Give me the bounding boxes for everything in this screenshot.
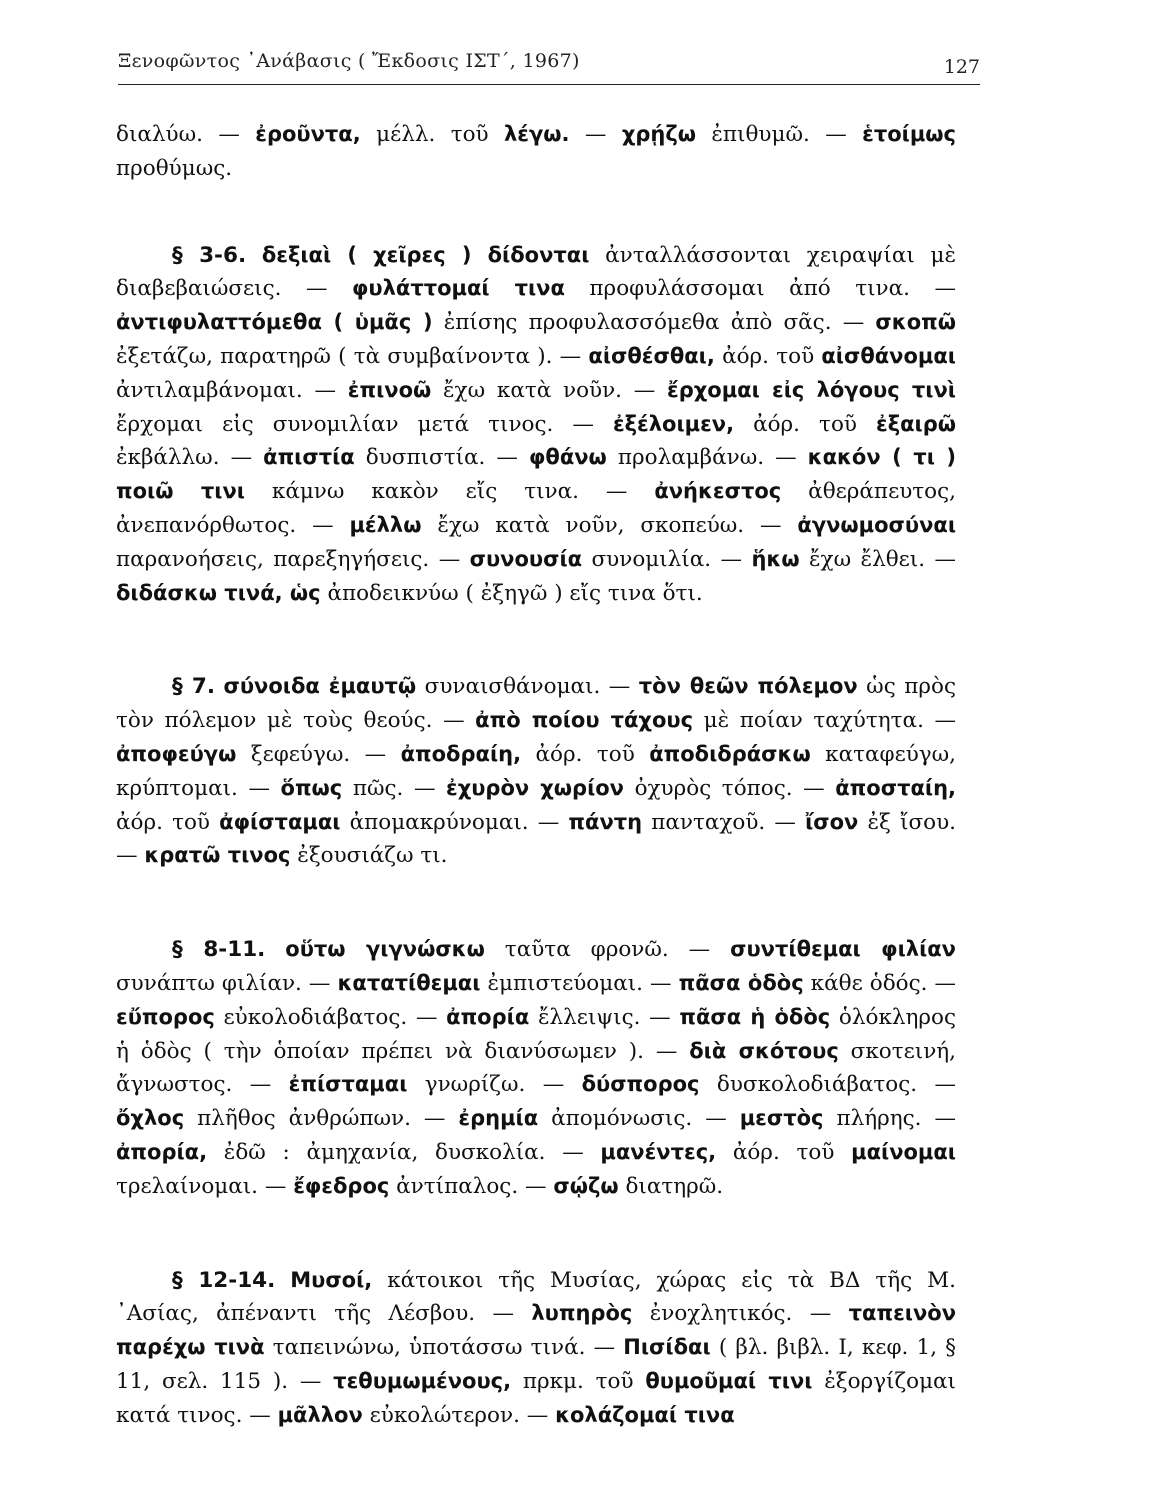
headword: ἔρχομαι εἰς λόγους τινὶ <box>667 377 956 402</box>
section-paragraph <box>116 239 956 611</box>
headword: Μυσοί, <box>290 1267 373 1292</box>
definition: πλήρης. — <box>823 1106 956 1132</box>
definition: ἔχω ἔλθει. — <box>799 546 956 572</box>
definition: τρελαίνομαι. — <box>116 1173 294 1199</box>
headword: ἐπίσταμαι <box>288 1072 408 1097</box>
definition: δυσκολοδιάβατος. — <box>699 1072 956 1098</box>
definition: ἐπιθυμῶ. — <box>696 122 863 147</box>
headword: ὅπως <box>280 775 343 800</box>
headword: φυλάττομαί τινα <box>352 276 565 301</box>
headword: τεθυμωμένους, <box>333 1368 512 1393</box>
definition: συνάπτω φιλίαν. — <box>116 970 338 996</box>
headword: κατατίθεμαι <box>337 970 481 995</box>
headword: θυμοῦμαί τινι <box>645 1368 813 1393</box>
headword: ἔφεδρος <box>293 1173 390 1198</box>
definition: συνομιλία. — <box>582 546 752 572</box>
definition: ἐκβάλλω. — <box>116 445 264 471</box>
headword: ἀπορία <box>446 1004 530 1029</box>
definition: πανταχοῦ. — <box>642 809 806 835</box>
headword: μανέντες, <box>600 1139 717 1164</box>
headword: διδάσκω τινά, ὡς <box>116 580 321 605</box>
definition: ἀπομακρύνομαι. — <box>340 809 569 835</box>
definition: πρκμ. τοῦ <box>511 1368 646 1394</box>
headword: εὔπορος <box>116 1004 215 1029</box>
definition: προφυλάσσομαι ἀπό τινα. — <box>564 276 956 302</box>
definition: προλαμβάνω. — <box>606 445 808 471</box>
definition: ἀποδεικνύω ( ἐξηγῶ ) εἴς τινα ὅτι. <box>320 580 703 606</box>
headword: ἀφίσταμαι <box>219 809 341 834</box>
headword: ἀγνωμοσύναι <box>797 512 957 537</box>
headword: πάντη <box>568 809 643 834</box>
definition: ἀντίπαλος. — <box>389 1173 554 1199</box>
headword: ἀνήκεστος <box>654 479 782 504</box>
headword: ἀπιστία <box>263 445 355 470</box>
headword: μαίνομαι <box>851 1139 956 1164</box>
headword: σῴζω <box>553 1173 619 1198</box>
definition: ταῦτα φρονῶ. — <box>484 937 731 963</box>
definition: γνωρίζω. — <box>407 1072 582 1098</box>
headword: ἥκω <box>751 546 800 571</box>
headword: κρατῶ τινος <box>144 843 291 868</box>
definition: ἀνταλλάσσονται χειραψίαι μὲ διαβεβαιώσεις. — <box>116 242 957 302</box>
definition: πῶς. — <box>342 775 447 801</box>
definition: ἀθεράπευτος, ἀνεπανόρθωτος. — <box>116 479 956 538</box>
headword: συντίθεμαι φιλίαν <box>730 937 956 962</box>
section-paragraph <box>116 1264 956 1433</box>
definition: ὀχυρὸς τόπος. — <box>624 775 836 801</box>
headword: κολάζομαί τινα <box>555 1402 735 1427</box>
definition: ἀόρ. τοῦ <box>734 411 876 437</box>
headword: αἰσθάνομαι <box>821 343 956 368</box>
definition: διατηρῶ. <box>618 1173 724 1199</box>
headword: ἀποσταίη, <box>835 775 957 800</box>
definition: ( βλ. βιβλ. Ι, κεφ. 1, § 11, σελ. 115 ). — <box>116 1335 956 1394</box>
definition: ἐνοχλητικός. — <box>632 1301 849 1327</box>
headword: ὄχλος <box>116 1106 185 1131</box>
headword: μεστὸς <box>739 1106 824 1131</box>
definition: ἐξετάζω, παρατηρῶ ( τὰ συμβαίνοντα ). — <box>116 343 589 369</box>
definition: ἀόρ. τοῦ <box>116 809 220 835</box>
definition: ἀπομόνωσις. — <box>538 1106 740 1132</box>
definition: ἐπίσης προφυλασσόμεθα ἀπὸ σᾶς. — <box>432 310 876 336</box>
definition: ἀόρ. τοῦ <box>521 741 650 767</box>
continued-paragraph <box>116 118 956 186</box>
headword: δύσπορος <box>581 1072 700 1097</box>
definition: ἀόρ. τοῦ <box>714 343 822 369</box>
definition: ἔρχομαι εἰς συνομιλίαν μετά τινος. — <box>116 411 613 437</box>
definition: ταπεινώνω, ὑποτάσσω τινά. — <box>264 1335 624 1361</box>
headword: χρῄζω <box>621 122 696 146</box>
headword: ἀποδιδράσκω <box>649 741 811 766</box>
definition: — <box>569 122 622 147</box>
definition: ἐξ ἴσου. — <box>116 809 956 869</box>
definition: ἀόρ. τοῦ <box>716 1139 852 1165</box>
headword: ἀποδραίη, <box>400 741 522 766</box>
headword: συνουσία <box>469 546 583 571</box>
definition: καταφεύγω, κρύπτομαι. — <box>116 741 956 801</box>
headword: Πισίδαι <box>623 1335 711 1360</box>
definition: ἀντιλαμβάνομαι. — <box>116 377 348 403</box>
definition: ὁλόκληρος ἡ ὁδὸς ( τὴν ὁποίαν πρέπει νὰ διανύσωμεν ). — <box>116 1004 957 1064</box>
definition: μὲ ποίαν ταχύτητα. — <box>693 708 956 734</box>
headword: πᾶσα ὁδὸς <box>678 970 804 995</box>
headword: ἐρημία <box>458 1106 539 1131</box>
headword: σκοπῶ <box>875 310 956 335</box>
definition: συναισθάνομαι. — <box>416 674 639 700</box>
headword: ἐπινοῶ <box>347 377 432 402</box>
headword: ἀπορία, <box>116 1139 208 1164</box>
definition: εὐκολώτερον. — <box>362 1402 556 1428</box>
definition: παρανοήσεις, παρεξηγήσεις. — <box>116 546 470 572</box>
running-header <box>118 44 980 85</box>
headword: κακόν ( τι ) ποιῶ τινι <box>116 445 956 504</box>
definition: κάτοικοι τῆς Μυσίας, χώρας εἰς τὰ ΒΔ τῆς Μ. ᾽Ασίας, ἀπέναντι τῆς Λέσβου. — <box>116 1267 956 1327</box>
headword: ἐχυρὸν χωρίον <box>446 775 624 800</box>
headword: οὕτω γιγνώσκω <box>285 937 485 962</box>
headword: ἀντιφυλαττόμεθα ( ὑμᾶς ) <box>116 310 433 335</box>
definition: εὐκολοδιάβατος. — <box>214 1004 447 1030</box>
headword: ἐξέλοιμεν, <box>612 411 735 436</box>
definition: ἔχω κατὰ νοῦν, σκοπεύω. — <box>421 512 798 538</box>
headword: ταπεινὸν παρέχω τινὰ <box>116 1301 957 1360</box>
section-number: § 8-11. <box>172 937 266 963</box>
definition: κάθε ὁδός. — <box>803 970 956 996</box>
headword: λέγω. <box>504 122 570 146</box>
definition: ξεφεύγω. — <box>236 741 401 767</box>
section-paragraph <box>116 670 956 873</box>
headword: τὸν θεῶν πόλεμον <box>638 674 858 699</box>
definition: ἔλλειψις. — <box>529 1004 680 1030</box>
definition: δυσπιστία. — <box>354 445 529 471</box>
section-paragraph <box>116 933 956 1203</box>
definition: κάμνω κακὸν εἴς τινα. — <box>244 479 655 505</box>
definition: ἔχω κατὰ νοῦν. — <box>431 377 668 403</box>
headword: ἐροῦντα, <box>255 122 361 146</box>
headword: ἴσον <box>805 809 859 834</box>
definition: διαλύω. — <box>116 122 256 147</box>
definition: σκοτεινή, ἄγνωστος. — <box>116 1038 956 1098</box>
headword: δεξιαὶ ( χεῖρες ) δίδονται <box>261 242 590 267</box>
definition: μέλλ. τοῦ <box>360 122 504 147</box>
headword: πᾶσα ἡ ὁδὸς <box>679 1004 831 1029</box>
page-number: 127 <box>943 56 980 78</box>
definition: προθύμως. <box>116 155 233 181</box>
headword: ἀπὸ ποίου τάχους <box>475 708 694 733</box>
headword: αἰσθέσθαι, <box>588 343 715 368</box>
headword: ἑτοίμως <box>862 122 956 146</box>
headword: μέλλω <box>349 512 422 537</box>
headword: φθάνω <box>528 445 607 470</box>
definition: ἐξουσιάζω τι. <box>290 843 448 869</box>
definition: ὡς πρὸς τὸν πόλεμον μὲ τοὺς θεούς. — <box>116 674 956 734</box>
headword: σύνοιδα ἐμαυτῷ <box>223 674 417 699</box>
book-title: Ξενοφῶντος ᾽Ανάβασις ( Ἔκδοσις ΙΣΤ΄, 1967) <box>118 50 580 72</box>
glossary-body <box>116 118 956 1493</box>
headword: ἐξαιρῶ <box>876 411 956 436</box>
definition: πλῆθος ἀνθρώπων. — <box>184 1106 459 1132</box>
headword: λυπηρὸς <box>531 1301 633 1326</box>
headword: μᾶλλον <box>277 1402 363 1427</box>
definition: ἐμπιστεύομαι. — <box>480 970 679 996</box>
section-number: § 12-14. <box>172 1267 276 1293</box>
headword: διὰ σκότους <box>689 1038 839 1063</box>
definition: ἐδῶ : ἀμηχανία, δυσκολία. — <box>207 1139 601 1165</box>
section-number: § 7. <box>172 674 216 700</box>
headword: ἀποφεύγω <box>116 741 237 766</box>
definition: ἐξοργίζομαι κατά τινος. — <box>116 1368 956 1428</box>
section-number: § 3-6. <box>172 242 247 268</box>
